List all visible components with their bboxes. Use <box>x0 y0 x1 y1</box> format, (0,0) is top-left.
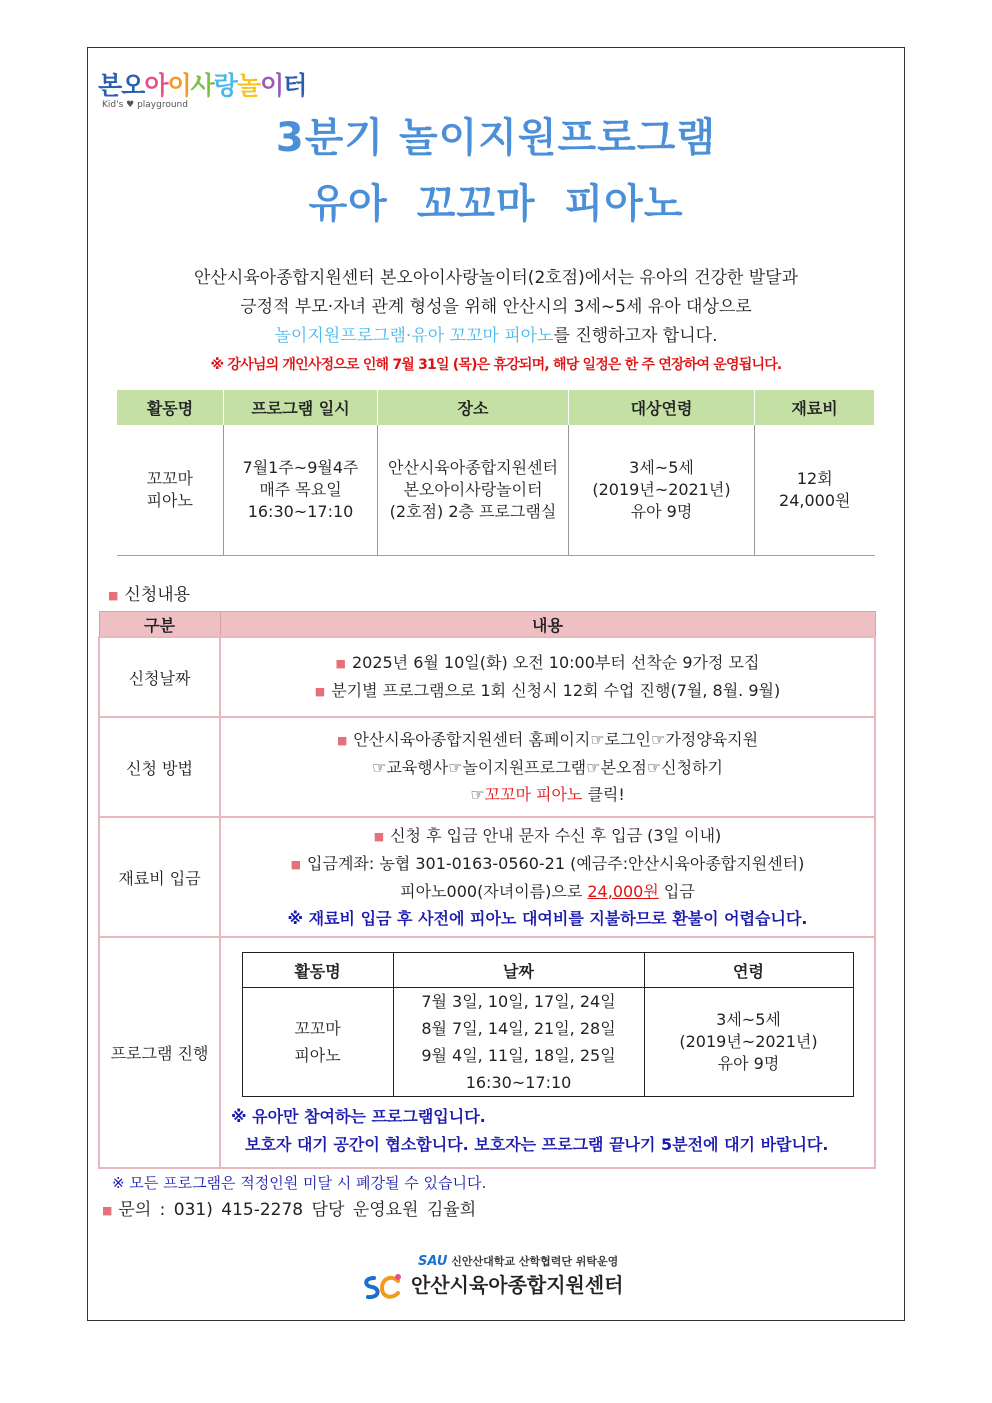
logo-letter: 본 <box>98 71 122 100</box>
logo-letter: 터 <box>283 71 307 100</box>
playground-logo <box>98 66 306 110</box>
header-schedule: 프로그램 일시 <box>224 390 378 425</box>
logo-subtext: Kid's ♥ playground <box>102 100 188 110</box>
fee-amount: 24,000원 <box>587 882 659 901</box>
footer-affiliation: SAU 신안산대학교 산학협력단 위탁운영 <box>418 1254 619 1269</box>
program-schedule-table: 활동명 날짜 연령 꼬꼬마 피아노 7월 3일, 10일, 17일, 24일 8월 7일, 14일, 21일, 28일 9월 4일, 11일, 18일, 25일 16:30~17:10 3세~5세 (2019년~2021년) 유아 9명 <box>242 952 854 1097</box>
logo-letter: 사 <box>190 71 214 100</box>
logo-letter: 이 <box>167 71 191 100</box>
logo-letter: 오 <box>121 71 145 100</box>
cell-activity: 꼬꼬마 피아노 <box>117 425 224 556</box>
bullet-icon: ■ <box>290 858 302 871</box>
header-category: 구분 <box>99 612 220 638</box>
cell-schedule: 7월1주~9월4주 매주 목요일 16:30~17:10 <box>224 425 378 556</box>
cell-age: 3세~5세 (2019년~2021년) 유아 9명 <box>569 425 755 556</box>
label-apply-method: 신청 방법 <box>99 717 220 817</box>
program-note-1: ※ 유아만 참여하는 프로그램입니다. <box>231 1107 486 1126</box>
cell-fee: 12회 24,000원 <box>755 425 875 556</box>
summary-header-row <box>117 390 875 425</box>
apply-header-row <box>99 612 875 638</box>
program-link-text: 꼬꼬마 피아노 <box>484 785 583 804</box>
apply-table <box>98 611 876 1169</box>
header-fee: 재료비 <box>755 390 875 425</box>
center-logo-icon <box>360 1272 404 1302</box>
intro-line-2: 긍정적 부모·자녀 관계 형성을 위해 안산시의 3세~5세 유아 대상으로 <box>240 297 752 317</box>
content-apply-method: ■ 안산시육아종합지원센터 홈페이지☞로그인☞가정양육지원 ☞교육행사☞놀이지원프로그램☞본오점☞신청하기 ☞꼬꼬마 피아노 클릭! <box>220 717 875 817</box>
summary-table <box>116 390 875 556</box>
logo-letter: 아 <box>144 71 168 100</box>
cancellation-note: ※ 모든 프로그램은 적정인원 미달 시 폐강될 수 있습니다. <box>112 1174 487 1192</box>
content-payment: ■ 신청 후 입금 안내 문자 수신 후 입금 (3일 이내) ■ 입금계좌: 농협 301-0163-0560-21 (예금주:안산시육아종합지원센터) 피아노000(자녀이름)으로 24,000원 입금 ※ 재료비 입금 후 사전에 피아노 대여비를 지불하므로 환불이 어렵습니다. <box>220 817 875 937</box>
summary-row <box>117 425 875 556</box>
closure-warning: ※ 강사님의 개인사정으로 인해 7월 31일 (목)은 휴강되며, 해당 일정은 한 주 연장하여 운영됩니다. <box>210 357 782 373</box>
label-program: 프로그램 진행 <box>99 937 220 1168</box>
bullet-icon: ■ <box>314 685 326 698</box>
content-program <box>220 937 875 1168</box>
bullet-icon: ■ <box>336 734 348 747</box>
row-program <box>99 937 875 1168</box>
sau-logo-icon: SAU <box>418 1254 448 1269</box>
program-title: 유아 꼬꼬마 피아노 <box>308 181 684 227</box>
label-apply-date: 신청날짜 <box>99 637 220 717</box>
section-title: ■ 신청내용 <box>108 585 191 605</box>
page-title: 3분기 놀이지원프로그램 <box>275 115 717 161</box>
row-apply-method <box>99 717 875 817</box>
contact-info: ■ 문의 : 031) 415-2278 담당 운영요원 김율희 <box>102 1200 477 1220</box>
program-highlight: 놀이지원프로그램·유아 꼬꼬마 피아노 <box>274 326 554 346</box>
intro-line-3: 놀이지원프로그램·유아 꼬꼬마 피아노를 진행하고자 합니다. <box>274 326 718 346</box>
logo-letter: 랑 <box>213 71 237 100</box>
intro-line-1: 안산시육아종합지원센터 본오아이사랑놀이터(2호점)에서는 유아의 건강한 발달과 <box>193 268 799 288</box>
header-place: 장소 <box>378 390 569 425</box>
footer-org: 안산시육아종합지원센터 <box>360 1269 660 1302</box>
bullet-icon: ■ <box>373 830 385 843</box>
program-dates: 7월 3일, 10일, 17일, 24일 8월 7일, 14일, 21일, 28일 9월 4일, 11일, 18일, 25일 16:30~17:10 <box>393 988 644 1097</box>
program-activity: 꼬꼬마 피아노 <box>242 988 393 1097</box>
bullet-icon: ■ <box>335 657 346 670</box>
program-note-2: 보호자 대기 공간이 협소합니다. 보호자는 프로그램 끝나기 5분전에 대기 바랍니다. <box>245 1135 829 1154</box>
bullet-icon: ■ <box>108 588 119 602</box>
program-age: 3세~5세 (2019년~2021년) 유아 9명 <box>644 988 853 1097</box>
row-apply-date <box>99 637 875 717</box>
header-age: 대상연령 <box>569 390 755 425</box>
label-payment: 재료비 입금 <box>99 817 220 937</box>
row-payment <box>99 817 875 937</box>
header-content: 내용 <box>220 612 875 638</box>
bullet-icon: ■ <box>102 1203 113 1217</box>
content-apply-date: ■ 2025년 6월 10일(화) 오전 10:00부터 선착순 9가정 모집 ■ 분기별 프로그램으로 1회 신청시 12회 수업 진행(7월, 8월. 9월) <box>220 637 875 717</box>
cell-place: 안산시육아종합지원센터 본오아이사랑놀이터 (2호점) 2층 프로그램실 <box>378 425 569 556</box>
logo-text <box>98 66 306 102</box>
logo-letter: 이 <box>260 71 284 100</box>
footer-logo <box>360 1253 660 1302</box>
logo-letter: 놀 <box>236 71 261 100</box>
intro-text <box>0 264 992 380</box>
header-activity: 활동명 <box>117 390 224 425</box>
refund-notice: ※ 재료비 입금 후 사전에 피아노 대여비를 지불하므로 환불이 어렵습니다. <box>287 909 808 928</box>
